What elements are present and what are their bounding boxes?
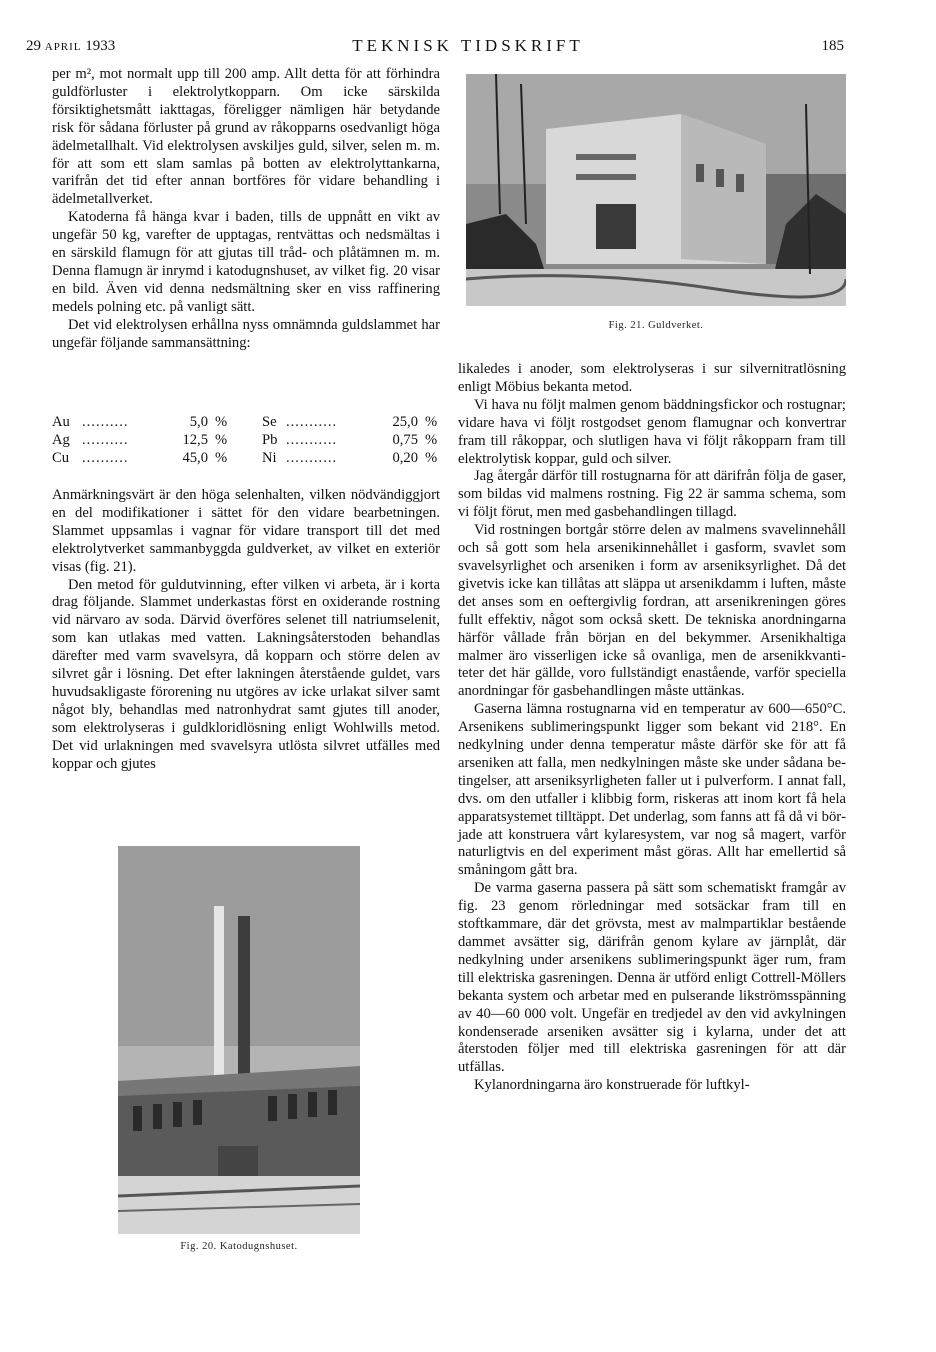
- element-value: 0,75: [392, 432, 418, 448]
- katodugnshuset-photo: [118, 846, 360, 1234]
- element-value: 0,20: [392, 450, 418, 466]
- right-column: [458, 361, 846, 1095]
- leader-dots: ...........: [286, 432, 338, 448]
- left-paragraph-4: Anmärkningsvärt är den höga selenhalten, vilken nödvändiggjort en del modifikationer i sättet för den vidare bearbetningen. Slammet uppsamlas i vagnar för vidare transport till det med elektrolytverket sammanbyggda guldverket, av vilket en exteriör visas (fig. 21).: [52, 487, 440, 575]
- header-month: APRIL: [44, 41, 82, 53]
- right-paragraph-7: Kylanordningarna äro konstruerade för luftkyl-: [474, 1077, 750, 1094]
- element-label: Pb: [262, 432, 278, 448]
- percent-unit: %: [215, 450, 228, 466]
- element-label: Cu: [52, 450, 70, 466]
- left-paragraph-2: Katoderna få hänga kvar i baden, tills de uppnått en vikt av ungefär 50 kg, varefter de upptagas, rentvättas och nedsmältas i en särskild flamugn för att gjutas till tråd- och plåtämnen m. m. Denna flamugn är inrymd i katodugnshuset, av vilket fig. 20 visar en bild. Även vid denna nedsmältning sker en viss raffinering medels polning etc. på vanligt sätt.: [52, 209, 440, 315]
- percent-unit: %: [425, 432, 438, 448]
- header-day: 29: [26, 38, 41, 54]
- composition-row: [52, 449, 440, 467]
- header-year: 1933: [85, 38, 116, 54]
- guldverket-illustration: [466, 74, 846, 306]
- composition-table: [52, 413, 440, 467]
- element-label: Ni: [262, 450, 277, 466]
- right-paragraph-3: Jag återgår därför till rostugnarna för att därifrån följa de gaser, som bildas vid malmens rostning. Fig 22 är samma schema, som vi följt förut, men med gasbehandlingen tillagd.: [458, 468, 846, 521]
- element-value: 5,0: [189, 414, 208, 430]
- leader-dots: ..........: [82, 414, 129, 430]
- katodugnshuset-illustration: [118, 846, 360, 1234]
- element-value: 45,0: [182, 450, 208, 466]
- leader-dots: ...........: [286, 450, 338, 466]
- leader-dots: ..........: [82, 450, 129, 466]
- element-label: Au: [52, 414, 70, 430]
- left-paragraph-3: Det vid elektrolysen erhållna nyss omnämnda guldslammet har ungefär följande sammansättning:: [52, 316, 440, 351]
- element-label: Se: [262, 414, 277, 430]
- element-value: 25,0: [392, 414, 418, 430]
- percent-unit: %: [425, 414, 438, 430]
- leader-dots: ..........: [82, 432, 129, 448]
- figure-20-caption: Fig. 20. Katodugnshuset.: [180, 1241, 298, 1252]
- percent-unit: %: [215, 414, 228, 430]
- left-column-upper: [52, 66, 440, 353]
- percent-unit: %: [425, 450, 438, 466]
- composition-row: [52, 413, 440, 431]
- right-paragraph-5: Gaserna lämna rostugnarna vid en temperatur av 600—650°C. Arsenikens sublimeringspunkt ligger som bekant vid 218°. En nedkylning under denna temperatur måste därför ske för att få arseniken att falla, men nedkylningen måste ske under sådana betingelser, att arseniksyrligheten faller ut i pulverform. I annat fall, dvs. om den utfaller i klibbig form, riskeras att inom kort få hela apparatsystemet tilltäppt. Det underlag, som fanns att få då vi började att konstruera vårt kylaresystem, var nog så magert, varför naturligtvis en del experiment måst göras. Allt har emellertid så småningom gått bra.: [458, 701, 846, 879]
- leader-dots: ...........: [286, 414, 338, 430]
- left-paragraph-1: per m², mot normalt upp till 200 amp. Allt detta för att förhindra guldförluster i elektrolytkopparn. Om icke särskilda försiktighetsmått iakttagas, föreligger nämligen här betydande risk för sådana förluster på grund av råkopparns osedvanligt höga ädelmetallhalt. Vid elektrolysen avskiljes guld, silver, selen m. m. för att som ett slam samlas på botten av elektrolyttankarna, varifrån det tid efter annan bortföres för vidare behandling i ädelmetallverket.: [52, 66, 440, 208]
- right-paragraph-1: likaledes i anoder, som elektrolyseras i sur silvernitratlösning enligt Möbius bekanta metod.: [458, 361, 846, 395]
- figure-21-caption: Fig. 21. Guldverket.: [608, 320, 704, 331]
- page-number: 185: [821, 38, 844, 54]
- element-value: 12,5: [182, 432, 208, 448]
- guldverket-photo: [466, 74, 846, 306]
- left-paragraph-5: Den metod för guldutvinning, efter vilken vi arbeta, är i korta drag följande. Slammet underkastas först en oxiderande rostning vid närvaro av soda. Därvid överföres selenet till natriumselenit, som kan utlakas med vatten. Lakningsåterstoden behandlas därefter med varm svavelsyra, då kopparn och större delen av silvret går i lösning. Det efter lakningen återstående guldet, vars huvudsakligaste förorening nu utgöres av icke urlakat silver samt något bly, behandlas med natronhydrat samt gjutes till anoder, som elektrolyseras i guldkloridlösning enligt Wohlwills metod. Det vid urlakningen med svavelsyra utlösta silvret utfälles med koppar och gjutes: [52, 576, 440, 772]
- right-paragraph-6: De varma gaserna passera på sätt som schematiskt framgår av fig. 23 genom rörledningar med sotsäckar fram till en stoftkammare, där det grövsta, mest av malmpartiklar bestående dammet avsätter sig, därifrån genom kylare av järnplåt, där nedkylning under arsenikens sublimeringspunkt äger rum, fram till elektriska gasreningen. Denna är utförd enligt Cottrell-Möllers bekanta system och arbetar med en pulserande likströmsspänning av 40—60 000 volt. Ungefär en tredjedel av den vid avkylningen kondenserade arseniken avsätter sig i kylarna, under det att återstoden följer med till elektriska gasreningen för att där utfällas.: [458, 880, 846, 1076]
- journal-title: TEKNISK TIDSKRIFT: [352, 36, 584, 55]
- element-label: Ag: [52, 432, 70, 448]
- right-paragraph-4: Vid rostningen bortgår större delen av malmens svavelinnehåll och så gott som hela arsenikinnehållet i gasform, svavlet som svavelsyrlighet och arseniken i form av arseniksyrlighet. Då det givetvis icke kan tillåtas att släppa ut arsenikdamm i luften, måste det anses som en oeftergivlig fordran, att arsenikreningen göres fullt effektiv, något som också skett. De tekniska anordningarna härför vållade från början en del bekymmer. Arsenikhaltiga malmer äro visserligen icke så ovanliga, men de arsenikkvantiteter det här gällde, voro fullständigt enastående, varför speciella anordningar för gasbehandlingen måste uttänkas.: [458, 522, 846, 700]
- percent-unit: %: [215, 432, 228, 448]
- left-column-lower: [52, 487, 440, 774]
- composition-row: [52, 431, 440, 449]
- right-paragraph-2: Vi hava nu följt malmen genom bäddningsfickor och rostugnar; vidare hava vi följt rostgodset genom flamugnar och konvertrar fram till råkoppar, och slutligen hava vi följt råkopparn fram till elektrolytisk koppar, guld och silver.: [458, 396, 846, 467]
